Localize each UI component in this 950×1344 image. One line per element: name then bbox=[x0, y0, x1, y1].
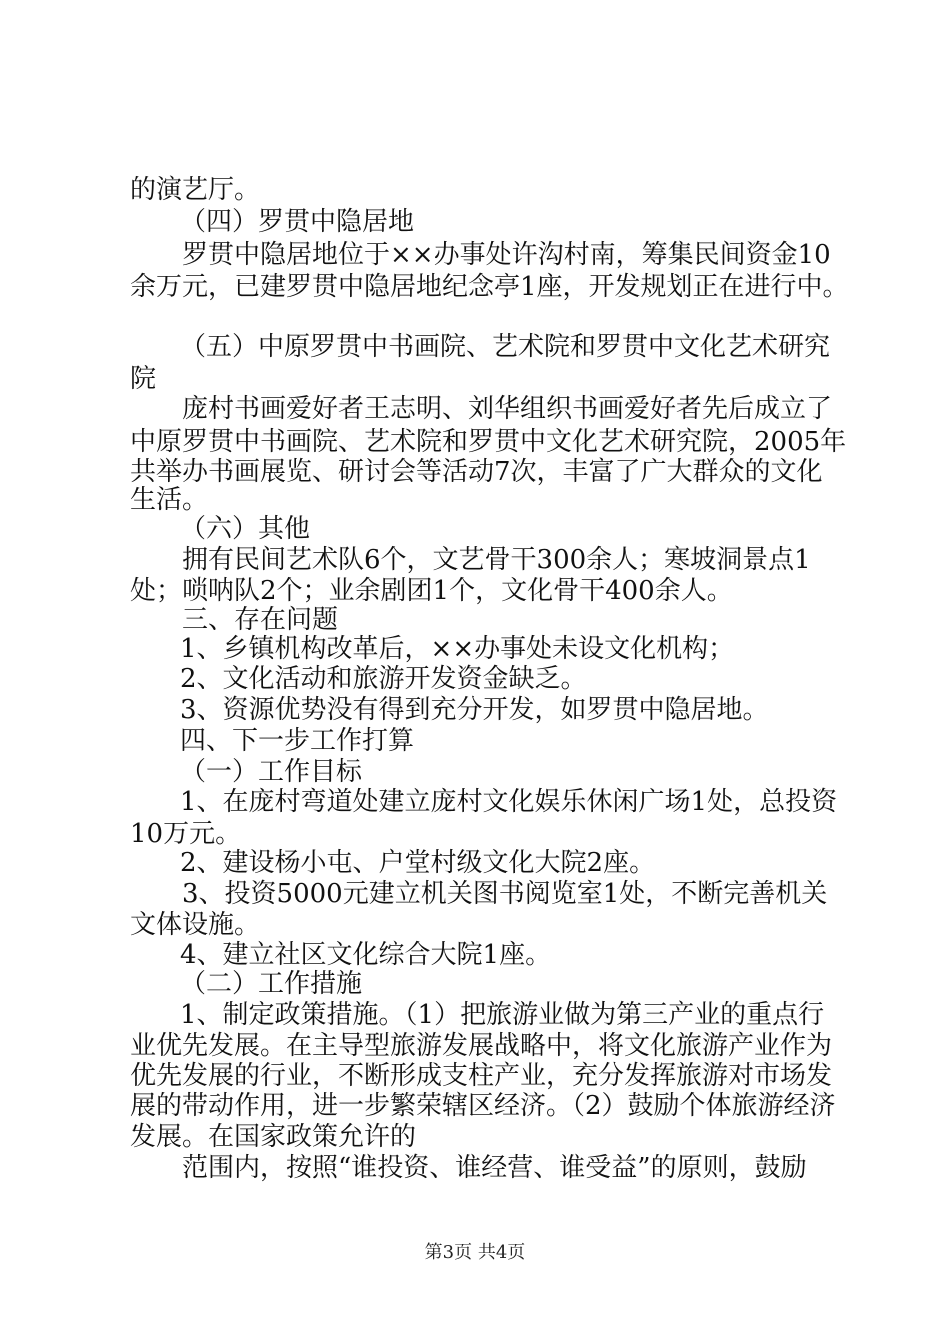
text-line: 发展。在国家政策允许的 bbox=[130, 1122, 417, 1152]
text-line: 展的带动作用，进一步繁荣辖区经济。（2）鼓励个体旅游经济 bbox=[130, 1091, 836, 1121]
list-item: 4、建立社区文化综合大院1座。 bbox=[180, 940, 552, 970]
text-line: 文体设施。 bbox=[130, 910, 261, 940]
text-line: 范围内，按照“谁投资、谁经营、谁受益”的原则，鼓励 bbox=[182, 1153, 807, 1183]
text-line: 拥有民间艺术队6个，文艺骨干300余人；寒坡洞景点1 bbox=[182, 545, 811, 575]
text-line: 业优先发展。在主导型旅游发展战略中，将文化旅游产业作为 bbox=[130, 1031, 833, 1061]
text-line: 中原罗贯中书画院、艺术院和罗贯中文化艺术研究院，2005年 bbox=[130, 427, 847, 457]
text-line: 的演艺厅。 bbox=[130, 175, 261, 205]
section-heading: （五）中原罗贯中书画院、艺术院和罗贯中文化艺术研究 bbox=[180, 332, 831, 362]
section-heading: 三、存在问题 bbox=[182, 605, 339, 635]
text-line: 庞村书画爱好者王志明、刘华组织书画爱好者先后成立了 bbox=[182, 394, 833, 424]
text-line: 生活。 bbox=[130, 485, 209, 515]
text-line: 共举办书画展览、研讨会等活动7次，丰富了广大群众的文化 bbox=[130, 457, 823, 487]
section-heading: 四、下一步工作打算 bbox=[180, 726, 415, 756]
list-item: 3、投资5000元建立机关图书阅览室1处，不断完善机关 bbox=[182, 879, 828, 909]
section-heading: （二）工作措施 bbox=[180, 969, 363, 999]
text-line: 余万元，已建罗贯中隐居地纪念亭1座，开发规划正在进行中。 bbox=[130, 272, 849, 302]
text-line: 10万元。 bbox=[130, 819, 242, 849]
list-item: 2、建设杨小屯、户堂村级文化大院2座。 bbox=[180, 848, 656, 878]
section-heading: （四）罗贯中隐居地 bbox=[180, 207, 415, 237]
section-heading: 院 bbox=[130, 364, 157, 394]
text-line: 罗贯中隐居地位于××办事处许沟村南，筹集民间资金10 bbox=[182, 240, 831, 270]
list-item: 1、在庞村弯道处建立庞村文化娱乐休闲广场1处，总投资 bbox=[180, 787, 838, 817]
list-item: 1、制定政策措施。（1）把旅游业做为第三产业的重点行 bbox=[180, 1000, 825, 1030]
list-item: 1、乡镇机构改革后，××办事处未设文化机构； bbox=[180, 634, 735, 664]
text-line: 处；唢呐队2个；业余剧团1个，文化骨干400余人。 bbox=[130, 576, 733, 606]
section-heading: （六）其他 bbox=[180, 514, 311, 544]
text-line: 优先发展的行业，不断形成支柱产业，充分发挥旅游对市场发 bbox=[130, 1061, 833, 1091]
list-item: 3、资源优势没有得到充分开发，如罗贯中隐居地。 bbox=[180, 695, 769, 725]
section-heading: （一）工作目标 bbox=[180, 757, 363, 787]
list-item: 2、文化活动和旅游开发资金缺乏。 bbox=[180, 664, 587, 694]
page-number-footer: 第3页 共4页 bbox=[424, 1242, 526, 1263]
